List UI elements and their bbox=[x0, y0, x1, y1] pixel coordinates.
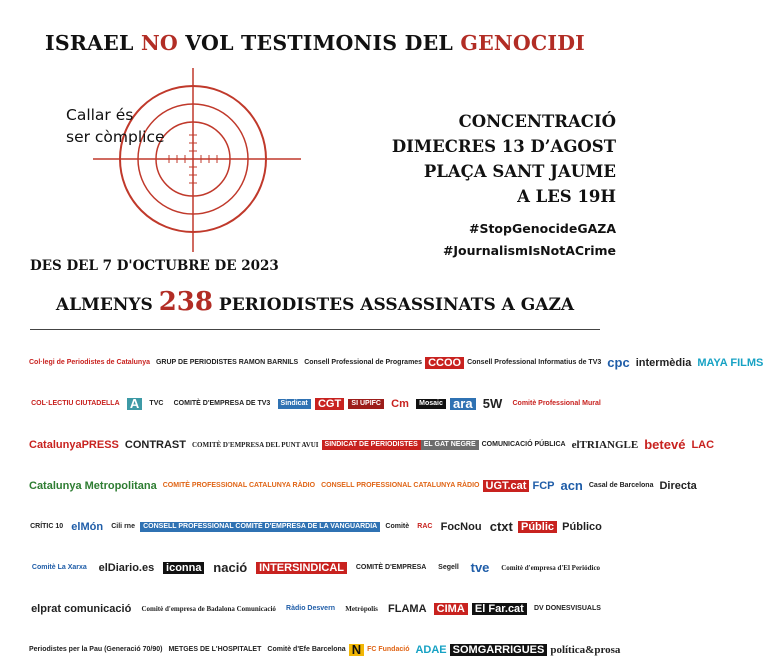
logo-comite-vanguardia: CONSELL PROFESSIONAL COMITÈ D'EMPRESA DE LA VANGUARDIA bbox=[140, 522, 380, 532]
logo-catalunya-metropolitana: Catalunya Metropolitana bbox=[29, 479, 157, 492]
journalists-count bbox=[0, 287, 630, 317]
logo-beteve: betevé bbox=[644, 436, 686, 452]
logo-el-far: El Far.cat bbox=[472, 603, 527, 615]
since-date: DES DEL 7 D'OCTUBRE DE 2023 bbox=[30, 258, 279, 274]
logo-ugt: UGT.cat bbox=[483, 480, 530, 492]
logo-contrast: CONTRAST bbox=[124, 438, 186, 451]
logo-comunicacio-publica: COMUNICACIÓ PÚBLICA bbox=[481, 440, 566, 448]
logo-row-6 bbox=[26, 547, 606, 588]
logo-comite-efe: Comitè d'Efe Barcelona bbox=[267, 645, 346, 653]
logo-row-4 bbox=[26, 465, 697, 506]
logo-mosaic: Mosaic bbox=[416, 399, 446, 409]
logo-directa: Directa bbox=[659, 479, 697, 492]
slogan-line2: ser còmplice bbox=[66, 128, 165, 146]
logo-grup-barnils: GRUP DE PERIODISTES RAMON BARNILS bbox=[155, 358, 299, 366]
logo-rac: RAC bbox=[417, 522, 433, 530]
logo-consell-informatius: Consell Professional Informatius de TV3 bbox=[467, 358, 602, 366]
logo-sindicat-periodistes: SINDICAT DE PERIODISTES bbox=[322, 440, 421, 450]
slogan-line1: Callar és bbox=[66, 106, 134, 124]
logo-public: Públic bbox=[518, 521, 557, 533]
event-details bbox=[392, 109, 616, 209]
count-prefix: ALMENYS bbox=[55, 295, 153, 315]
count-suffix: PERIODISTES ASSASSINATS A GAZA bbox=[218, 295, 575, 315]
logo-si-upifc: SI UPIFC bbox=[348, 399, 384, 409]
logo-gat-negre: EL GAT NEGRE bbox=[421, 440, 479, 450]
logo-ara: ara bbox=[450, 398, 476, 410]
logo-row-5 bbox=[26, 506, 606, 547]
logo-dones-visuals: DV DONESVISUALS bbox=[533, 604, 601, 612]
logo-row-2 bbox=[26, 383, 606, 424]
logo-consell-programes: Consell Professional de Programes bbox=[304, 358, 423, 366]
crosshair-icon bbox=[93, 68, 301, 264]
logo-focnou: FocNou bbox=[440, 520, 482, 533]
event-line3: PLAÇA SANT JAUME bbox=[423, 162, 616, 181]
logo-somgarrigues: SOMGARRIGUES bbox=[450, 644, 548, 656]
logo-comite-empresa: COMITÈ D'EMPRESA bbox=[355, 563, 427, 571]
logo-5w: 5W bbox=[482, 395, 503, 411]
logo-eldiario: elDiario.es bbox=[98, 561, 155, 574]
logo-politica-prosa: política&prosa bbox=[550, 643, 621, 656]
logo-comite-la-xarxa: Comitè La Xarxa bbox=[31, 563, 87, 571]
logo-metges-hospitalet: METGES DE L'HOSPITALET bbox=[168, 645, 262, 653]
logo-cima: CIMA bbox=[434, 603, 468, 615]
headline-genocidi: GENOCIDI bbox=[460, 31, 585, 55]
logo-fc-fundacio: FC Fundació bbox=[367, 645, 410, 653]
logo-row-7 bbox=[26, 588, 606, 629]
headline-no: NO bbox=[140, 31, 178, 55]
logo-comite-tv3: COMITÈ D'EMPRESA DE TV3 bbox=[173, 399, 271, 407]
logo-comite-punt-avui: COMITÈ D'EMPRESA DEL PUNT AVUI bbox=[191, 440, 319, 449]
logo-acn: acn bbox=[560, 477, 583, 493]
logo-comite-badalona: Comitè d'empresa de Badalona Comunicació bbox=[141, 604, 276, 613]
headline-part1: ISRAEL bbox=[45, 31, 134, 55]
logo-fcp: FCP bbox=[532, 479, 555, 492]
logo-a: A bbox=[127, 398, 142, 410]
logo-publico: Público bbox=[562, 520, 602, 533]
logo-comite-mural: Comitè Professional Mural bbox=[512, 399, 601, 407]
logo-comite-generic: Comitè bbox=[385, 522, 410, 530]
logo-tvc: TVC bbox=[149, 399, 164, 407]
logo-collectiu-ciutadella: COL·LECTIU CIUTADELLA bbox=[31, 399, 120, 407]
logo-cgt: CGT bbox=[315, 398, 344, 410]
logo-adae: ADAE bbox=[415, 643, 447, 656]
logo-ccoo: CCOO bbox=[425, 357, 464, 369]
headline bbox=[0, 31, 630, 55]
logo-catalunya-press: CatalunyaPRESS bbox=[29, 438, 119, 451]
logo-consell-catalunya-radio: CONSELL PROFESSIONAL CATALUNYA RÀDIO bbox=[321, 481, 480, 489]
divider bbox=[30, 329, 600, 330]
supporters-logos bbox=[26, 342, 764, 670]
logo-cpc: cpc bbox=[607, 354, 630, 370]
hashtag-journalism: #JournalismIsNotACrime bbox=[442, 243, 616, 258]
logo-row-3 bbox=[26, 424, 715, 465]
logo-critic: CRÍTIC 10 bbox=[30, 522, 64, 530]
logo-cm: Cm bbox=[391, 397, 409, 410]
logo-metropolis: Metròpolis bbox=[345, 604, 378, 613]
slogan bbox=[66, 104, 165, 148]
hashtags bbox=[443, 218, 616, 262]
logo-lac: LAC bbox=[691, 438, 715, 451]
event-line1: CONCENTRACIÓ bbox=[458, 112, 616, 131]
logo-comite-el-periodico: Comitè d'empresa d'El Periódico bbox=[501, 563, 601, 572]
logo-radio-desvern: Ràdio Desvern bbox=[286, 604, 336, 612]
logo-segell: Segell bbox=[438, 563, 459, 571]
logo-tve: tve bbox=[470, 559, 490, 575]
logo-flama: FLAMA bbox=[388, 602, 427, 615]
logo-row-1 bbox=[26, 342, 764, 383]
logo-n: N bbox=[349, 644, 364, 656]
logo-comite-catalunya-radio: COMITÈ PROFESSIONAL CATALUNYA RÀDIO bbox=[162, 481, 316, 489]
hashtag-stop-genocide: #StopGenocideGAZA bbox=[468, 221, 616, 236]
logo-nacio: nació bbox=[213, 559, 248, 575]
event-line4: A LES 19H bbox=[517, 187, 616, 206]
logo-maya-films: MAYA FILMS bbox=[697, 356, 764, 369]
logo-el-triangle: elTRIANGLE bbox=[571, 438, 639, 451]
logo-iconna: iconna bbox=[163, 562, 204, 574]
logo-intersindical: INTERSINDICAL bbox=[256, 562, 347, 574]
logo-periodistes-pau: Periodistes per la Pau (Generació 70/90) bbox=[29, 645, 163, 653]
logo-ctxt: ctxt bbox=[489, 518, 513, 534]
headline-part3: VOL TESTIMONIS DEL bbox=[185, 31, 454, 55]
logo-cili-rne: Cili rne bbox=[111, 522, 135, 530]
logo-row-8 bbox=[26, 629, 621, 670]
logo-col-legi-periodistes: Col·legi de Periodistes de Catalunya bbox=[29, 358, 150, 366]
logo-casal-barcelona: Casal de Barcelona bbox=[588, 481, 654, 489]
event-line2: DIMECRES 13 D’AGOST bbox=[391, 137, 616, 156]
logo-intermedia: intermèdia bbox=[635, 356, 692, 369]
logo-sindicat: Sindicat bbox=[278, 399, 311, 409]
logo-elmon: elMón bbox=[71, 520, 104, 533]
count-number: 238 bbox=[158, 287, 213, 317]
logo-elprat-comunicacio: elprat comunicació bbox=[31, 602, 132, 615]
